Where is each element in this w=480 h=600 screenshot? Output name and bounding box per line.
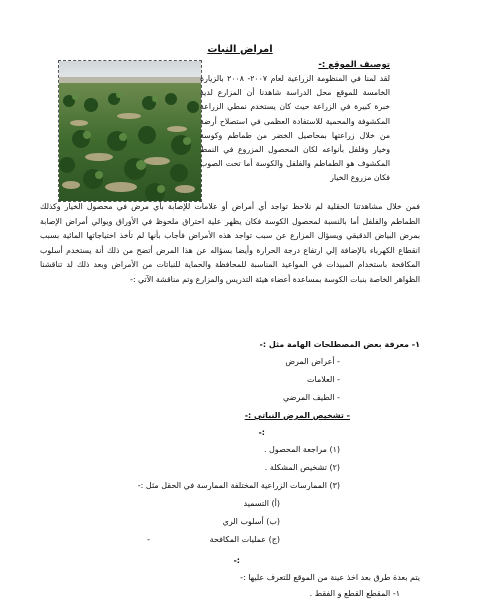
sampling-mark: :- xyxy=(233,556,240,565)
list-item-diagnosis: - تشخيص المرض النباتي :- xyxy=(244,411,350,420)
continuation-paragraph: فمن خلال مشاهدتنا الحقلية لم نلاحظ تواجد أي أمراض أو علامات للإصابة بأي مرض في محصول الخيار وكذلك الطماطم والفلفل أما بالنسبة لمحصول الكوسة فكان يظهر علية احتراق ملحوظ في الأوراق ويوالي أمراض الإصابة بمرض البياض الدقيقي ويسؤال المزارع عن سبب تواجد هذه الأمراض فأجاب بأنها لم تأخذ احتياجاتها المائية بسبب انقطاع الكهرباء بالإضافة إلي ارتفاع درجة الحرارة وأيضا بسؤاله عن هذا المرض أتضح من ذلك أنة يستخدم أسلوب المكافحة باستخدام المبيدات في المواعيد المناسبة للمحافظة والحماية للنباتات من الأمراض وبعد ذلك لد تناقشنا الظواهر الخاصة بنبات الكوسة بمساعدة أعضاء هيئة التدريس والمزارع وتم مناقشة الآتي :- xyxy=(40,202,420,284)
sampling-intro: يتم بعدة طرق بعد اخذ عينة من الموقع للتعرف عليها :- xyxy=(240,573,420,582)
step-agri-practices: (٣) الممارسات الزراعية المختلفة الممارسة في الحقل مثل :- xyxy=(137,481,340,490)
sub-irrigation: (ب) أسلوب الري xyxy=(222,517,280,526)
sub-dash-mark: - xyxy=(147,535,150,544)
diagnosis-mark: :- xyxy=(258,428,265,437)
sub-control: (ج) عمليات المكافحة xyxy=(209,535,280,544)
page-title: امراض النبات xyxy=(207,44,273,55)
sub-fertilization: (أ) التسميد xyxy=(243,499,280,508)
list-term-disease-spectrum: - الطيف المرضي xyxy=(282,393,340,402)
list-item-terms: ١- معرفة بعض المصطلحات الهامة مثل :- xyxy=(259,340,420,349)
zucchini-field-image xyxy=(59,61,201,201)
field-photo xyxy=(58,60,202,202)
sampling-method-1: ١- المقطع القطع و الفقط . xyxy=(309,589,400,598)
list-term-signs: - العلامات xyxy=(307,375,340,384)
intro-paragraph: لقد لمنا في المنظومة الزراعية لعام ٢٠٠٧- ٢٠٠٨ بالزيارة الخامسة للموقع محل الدراسة شاهدنا أن المزارع لدية خبرة كبيرة في الزراعة حيث كان يستخدم نمطي الزراعة المكشوفة والمحمية للاستفادة العظمى في استصلاح أرضة من خلال زراعتها بمحاصيل الخضر من طماطم وكوسة وخيار وفلفل بأنواعه لكان المحصول المزروع في النمط المكشوف هو الطماطم والفلفل والكوسة أما تحت الصوب فكان مزروع الخيار xyxy=(200,74,390,183)
site-description-heading: توصيف الموقع :- xyxy=(318,60,390,70)
step-review-crop: (١) مراجعة المحصول . xyxy=(263,445,340,454)
step-diagnose-problem: (٢) تشخيص المشكلة . xyxy=(264,463,340,472)
list-term-symptoms: - أعراض المرض xyxy=(285,357,340,366)
